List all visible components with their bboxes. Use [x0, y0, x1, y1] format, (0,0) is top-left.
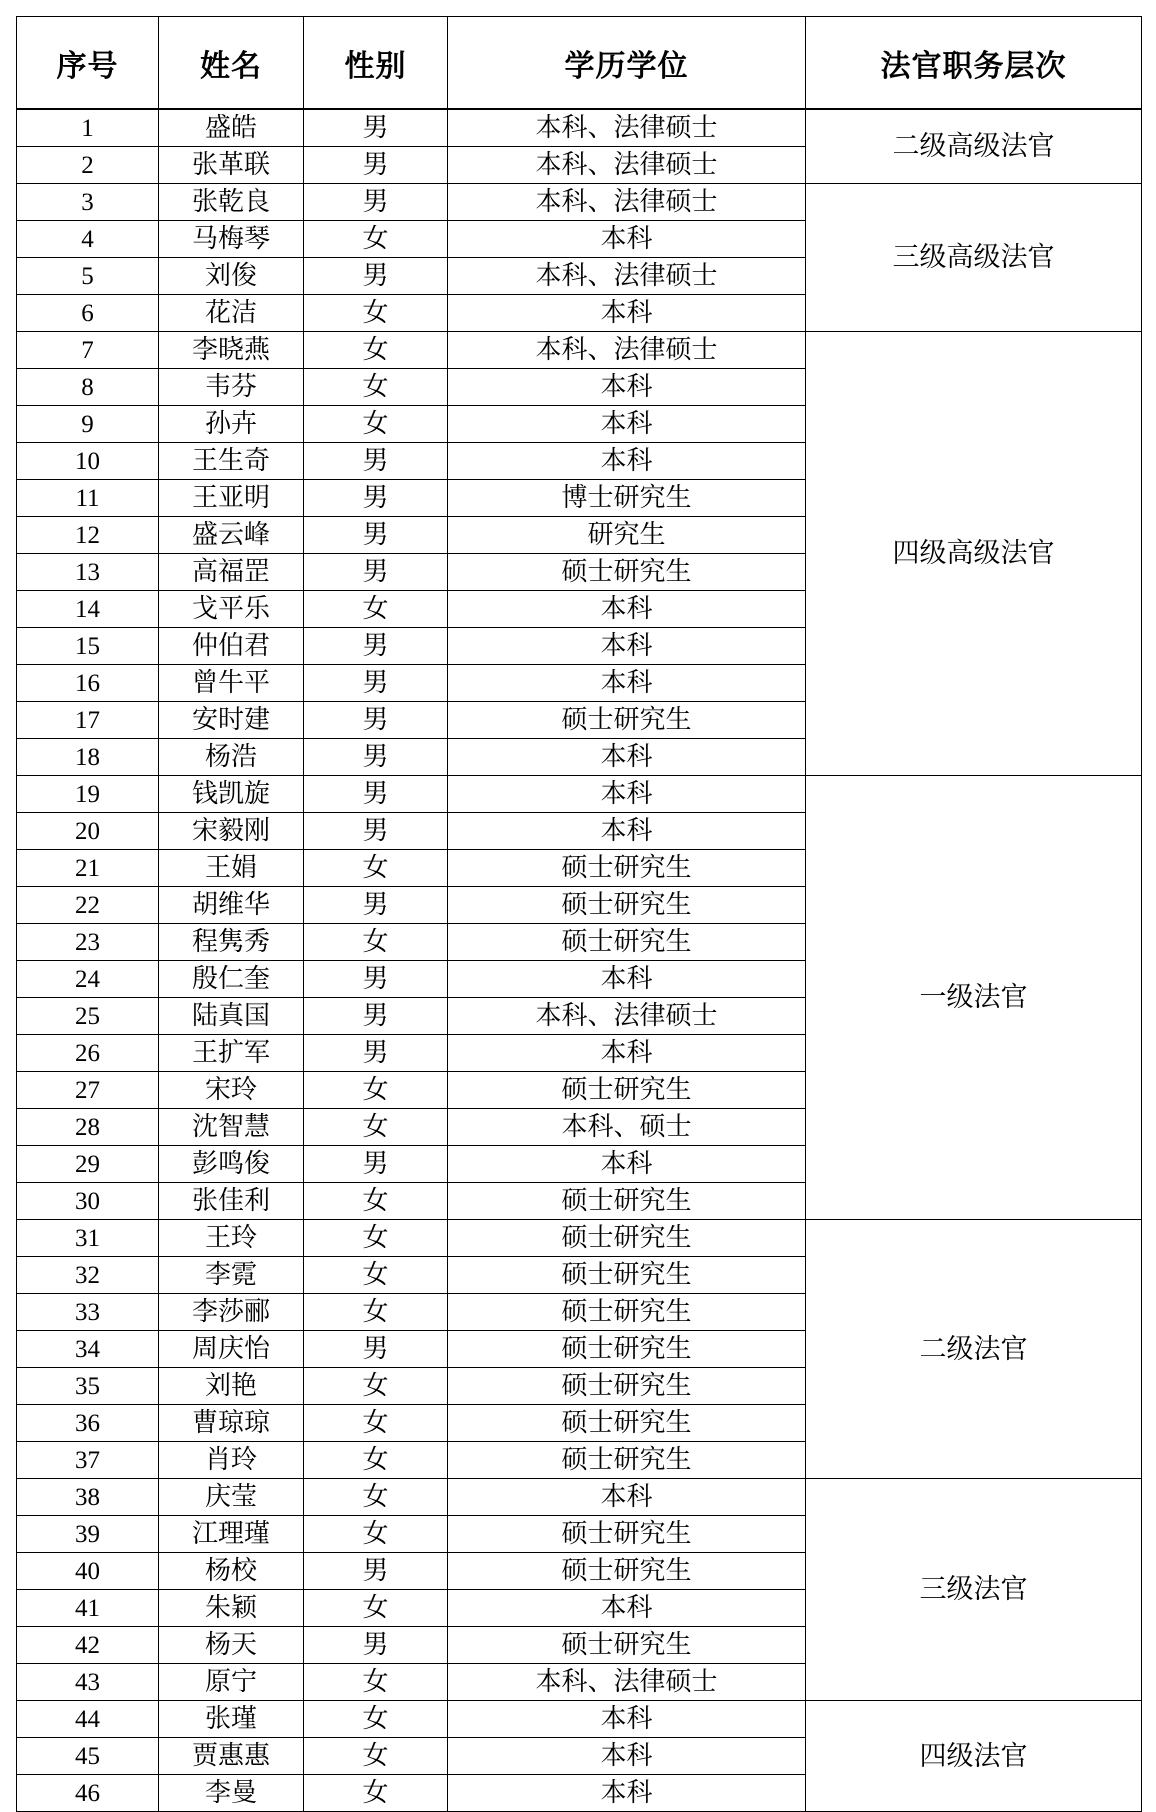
- row-serial-number: 33: [17, 1294, 159, 1331]
- row-name: 李莎郦: [159, 1294, 304, 1331]
- row-education: 本科、法律硕士: [448, 184, 806, 221]
- row-name: 王玲: [159, 1220, 304, 1257]
- row-serial-number: 16: [17, 665, 159, 702]
- row-sex: 男: [304, 887, 448, 924]
- row-education: 本科: [448, 369, 806, 406]
- row-name: 王扩军: [159, 1035, 304, 1072]
- row-education: 本科: [448, 295, 806, 332]
- row-sex: 女: [304, 1590, 448, 1627]
- row-serial-number: 2: [17, 147, 159, 184]
- row-education: 本科、法律硕士: [448, 147, 806, 184]
- row-serial-number: 11: [17, 480, 159, 517]
- table-row: [17, 332, 1142, 369]
- row-name: 张革联: [159, 147, 304, 184]
- row-sex: 女: [304, 1220, 448, 1257]
- row-serial-number: 10: [17, 443, 159, 480]
- row-name: 王亚明: [159, 480, 304, 517]
- judges-roster-table: [16, 16, 1142, 1812]
- row-education: 硕士研究生: [448, 1627, 806, 1664]
- row-serial-number: 24: [17, 961, 159, 998]
- row-sex: 女: [304, 221, 448, 258]
- row-education: 本科: [448, 813, 806, 850]
- table-row: [17, 1701, 1142, 1738]
- row-serial-number: 25: [17, 998, 159, 1035]
- row-serial-number: 15: [17, 628, 159, 665]
- row-serial-number: 45: [17, 1738, 159, 1775]
- row-name: 贾惠惠: [159, 1738, 304, 1775]
- row-serial-number: 4: [17, 221, 159, 258]
- row-sex: 男: [304, 1553, 448, 1590]
- row-education: 硕士研究生: [448, 1257, 806, 1294]
- row-serial-number: 18: [17, 739, 159, 776]
- row-name: 花洁: [159, 295, 304, 332]
- row-serial-number: 9: [17, 406, 159, 443]
- row-serial-number: 14: [17, 591, 159, 628]
- row-sex: 女: [304, 369, 448, 406]
- row-serial-number: 36: [17, 1405, 159, 1442]
- row-name: 韦芬: [159, 369, 304, 406]
- row-education: 本科: [448, 406, 806, 443]
- row-sex: 男: [304, 961, 448, 998]
- row-sex: 女: [304, 1109, 448, 1146]
- row-education: 硕士研究生: [448, 1553, 806, 1590]
- row-sex: 男: [304, 739, 448, 776]
- row-name: 刘艳: [159, 1368, 304, 1405]
- row-sex: 男: [304, 813, 448, 850]
- table-row: [17, 1220, 1142, 1257]
- row-sex: 男: [304, 517, 448, 554]
- row-sex: 女: [304, 924, 448, 961]
- row-education: 本科、硕士: [448, 1109, 806, 1146]
- row-education: 本科、法律硕士: [448, 998, 806, 1035]
- row-name: 仲伯君: [159, 628, 304, 665]
- row-education: 硕士研究生: [448, 887, 806, 924]
- row-serial-number: 6: [17, 295, 159, 332]
- row-education: 硕士研究生: [448, 1294, 806, 1331]
- row-sex: 女: [304, 406, 448, 443]
- row-name: 原宁: [159, 1664, 304, 1701]
- row-education: 硕士研究生: [448, 1072, 806, 1109]
- row-name: 彭鸣俊: [159, 1146, 304, 1183]
- row-serial-number: 32: [17, 1257, 159, 1294]
- row-sex: 女: [304, 1442, 448, 1479]
- header-name: 姓名: [159, 17, 304, 110]
- row-sex: 女: [304, 591, 448, 628]
- header-row: [17, 17, 1142, 110]
- row-education: 本科、法律硕士: [448, 109, 806, 147]
- row-education: 本科: [448, 1146, 806, 1183]
- row-serial-number: 17: [17, 702, 159, 739]
- row-name: 李曼: [159, 1775, 304, 1812]
- row-sex: 女: [304, 1664, 448, 1701]
- row-name: 杨天: [159, 1627, 304, 1664]
- row-sex: 女: [304, 1405, 448, 1442]
- row-education: 硕士研究生: [448, 554, 806, 591]
- row-sex: 女: [304, 1072, 448, 1109]
- row-serial-number: 34: [17, 1331, 159, 1368]
- row-name: 戈平乐: [159, 591, 304, 628]
- row-education: 本科: [448, 1035, 806, 1072]
- row-sex: 女: [304, 1775, 448, 1812]
- row-serial-number: 43: [17, 1664, 159, 1701]
- row-name: 江理瑾: [159, 1516, 304, 1553]
- row-education: 本科: [448, 739, 806, 776]
- row-education: 本科: [448, 1590, 806, 1627]
- table-row: [17, 184, 1142, 221]
- row-serial-number: 27: [17, 1072, 159, 1109]
- table-row: [17, 109, 1142, 147]
- header-sex: 性别: [304, 17, 448, 110]
- row-sex: 男: [304, 480, 448, 517]
- row-education: 硕士研究生: [448, 1331, 806, 1368]
- row-education: 研究生: [448, 517, 806, 554]
- row-name: 钱凯旋: [159, 776, 304, 813]
- row-education: 本科: [448, 1775, 806, 1812]
- row-sex: 男: [304, 702, 448, 739]
- row-serial-number: 37: [17, 1442, 159, 1479]
- row-education: 本科: [448, 591, 806, 628]
- row-sex: 男: [304, 1331, 448, 1368]
- row-serial-number: 38: [17, 1479, 159, 1516]
- row-serial-number: 7: [17, 332, 159, 369]
- row-serial-number: 30: [17, 1183, 159, 1220]
- row-education: 硕士研究生: [448, 924, 806, 961]
- row-sex: 男: [304, 1035, 448, 1072]
- row-name: 沈智慧: [159, 1109, 304, 1146]
- judge-level-cell: 四级法官: [806, 1701, 1142, 1812]
- row-name: 殷仁奎: [159, 961, 304, 998]
- row-serial-number: 1: [17, 109, 159, 147]
- row-education: 硕士研究生: [448, 1516, 806, 1553]
- table-header: [17, 17, 1142, 110]
- row-education: 硕士研究生: [448, 1368, 806, 1405]
- row-serial-number: 31: [17, 1220, 159, 1257]
- judge-level-cell: 三级法官: [806, 1479, 1142, 1701]
- row-name: 张瑾: [159, 1701, 304, 1738]
- row-name: 庆莹: [159, 1479, 304, 1516]
- row-education: 本科: [448, 1738, 806, 1775]
- row-name: 肖玲: [159, 1442, 304, 1479]
- row-name: 曹琼琼: [159, 1405, 304, 1442]
- row-education: 博士研究生: [448, 480, 806, 517]
- row-sex: 女: [304, 1516, 448, 1553]
- row-name: 李晓燕: [159, 332, 304, 369]
- row-name: 宋玲: [159, 1072, 304, 1109]
- row-sex: 男: [304, 776, 448, 813]
- row-education: 本科: [448, 221, 806, 258]
- row-sex: 男: [304, 147, 448, 184]
- row-education: 硕士研究生: [448, 1183, 806, 1220]
- row-serial-number: 46: [17, 1775, 159, 1812]
- row-name: 刘俊: [159, 258, 304, 295]
- row-education: 本科: [448, 1701, 806, 1738]
- row-sex: 女: [304, 1368, 448, 1405]
- row-serial-number: 23: [17, 924, 159, 961]
- judge-level-cell: 二级法官: [806, 1220, 1142, 1479]
- row-sex: 女: [304, 1257, 448, 1294]
- row-education: 硕士研究生: [448, 850, 806, 887]
- row-serial-number: 28: [17, 1109, 159, 1146]
- row-education: 硕士研究生: [448, 1220, 806, 1257]
- header-judge-level: 法官职务层次: [806, 17, 1142, 110]
- row-serial-number: 44: [17, 1701, 159, 1738]
- row-education: 本科、法律硕士: [448, 258, 806, 295]
- row-serial-number: 5: [17, 258, 159, 295]
- row-sex: 女: [304, 1701, 448, 1738]
- row-sex: 男: [304, 665, 448, 702]
- row-sex: 男: [304, 184, 448, 221]
- row-serial-number: 12: [17, 517, 159, 554]
- row-sex: 男: [304, 443, 448, 480]
- row-sex: 女: [304, 1738, 448, 1775]
- row-education: 本科: [448, 1479, 806, 1516]
- row-education: 本科: [448, 628, 806, 665]
- row-serial-number: 21: [17, 850, 159, 887]
- table-row: [17, 1479, 1142, 1516]
- row-sex: 女: [304, 332, 448, 369]
- row-serial-number: 35: [17, 1368, 159, 1405]
- row-sex: 女: [304, 1294, 448, 1331]
- row-sex: 男: [304, 998, 448, 1035]
- row-sex: 男: [304, 554, 448, 591]
- row-sex: 男: [304, 1627, 448, 1664]
- judges-roster-sheet: [16, 16, 1141, 1812]
- row-education: 硕士研究生: [448, 702, 806, 739]
- row-education: 本科: [448, 665, 806, 702]
- judge-level-cell: 四级高级法官: [806, 332, 1142, 776]
- row-serial-number: 40: [17, 1553, 159, 1590]
- row-name: 宋毅刚: [159, 813, 304, 850]
- row-sex: 女: [304, 295, 448, 332]
- row-education: 本科、法律硕士: [448, 332, 806, 369]
- row-sex: 女: [304, 1479, 448, 1516]
- row-education: 本科: [448, 443, 806, 480]
- row-name: 胡维华: [159, 887, 304, 924]
- row-serial-number: 3: [17, 184, 159, 221]
- row-name: 周庆怡: [159, 1331, 304, 1368]
- row-name: 张佳利: [159, 1183, 304, 1220]
- row-sex: 男: [304, 109, 448, 147]
- row-name: 马梅琴: [159, 221, 304, 258]
- row-serial-number: 39: [17, 1516, 159, 1553]
- row-serial-number: 8: [17, 369, 159, 406]
- row-serial-number: 19: [17, 776, 159, 813]
- row-name: 曾牛平: [159, 665, 304, 702]
- row-name: 张乾良: [159, 184, 304, 221]
- row-name: 盛皓: [159, 109, 304, 147]
- row-name: 高福罡: [159, 554, 304, 591]
- row-serial-number: 42: [17, 1627, 159, 1664]
- row-serial-number: 29: [17, 1146, 159, 1183]
- row-education: 本科、法律硕士: [448, 1664, 806, 1701]
- row-name: 陆真国: [159, 998, 304, 1035]
- judge-level-cell: 一级法官: [806, 776, 1142, 1220]
- row-name: 孙卉: [159, 406, 304, 443]
- row-name: 程隽秀: [159, 924, 304, 961]
- table-body: [17, 109, 1142, 1812]
- row-serial-number: 20: [17, 813, 159, 850]
- row-sex: 男: [304, 258, 448, 295]
- row-sex: 女: [304, 1183, 448, 1220]
- row-name: 朱颖: [159, 1590, 304, 1627]
- row-name: 盛云峰: [159, 517, 304, 554]
- row-serial-number: 41: [17, 1590, 159, 1627]
- row-serial-number: 13: [17, 554, 159, 591]
- row-name: 王生奇: [159, 443, 304, 480]
- row-serial-number: 26: [17, 1035, 159, 1072]
- row-name: 安时建: [159, 702, 304, 739]
- table-row: [17, 776, 1142, 813]
- row-sex: 男: [304, 1146, 448, 1183]
- judge-level-cell: 三级高级法官: [806, 184, 1142, 332]
- row-sex: 女: [304, 850, 448, 887]
- row-education: 硕士研究生: [448, 1442, 806, 1479]
- header-education: 学历学位: [448, 17, 806, 110]
- row-name: 王娟: [159, 850, 304, 887]
- row-education: 硕士研究生: [448, 1405, 806, 1442]
- row-name: 李霓: [159, 1257, 304, 1294]
- header-serial-number: 序号: [17, 17, 159, 110]
- row-name: 杨浩: [159, 739, 304, 776]
- row-education: 本科: [448, 776, 806, 813]
- row-name: 杨校: [159, 1553, 304, 1590]
- row-sex: 男: [304, 628, 448, 665]
- judge-level-cell: 二级高级法官: [806, 109, 1142, 184]
- row-serial-number: 22: [17, 887, 159, 924]
- row-education: 本科: [448, 961, 806, 998]
